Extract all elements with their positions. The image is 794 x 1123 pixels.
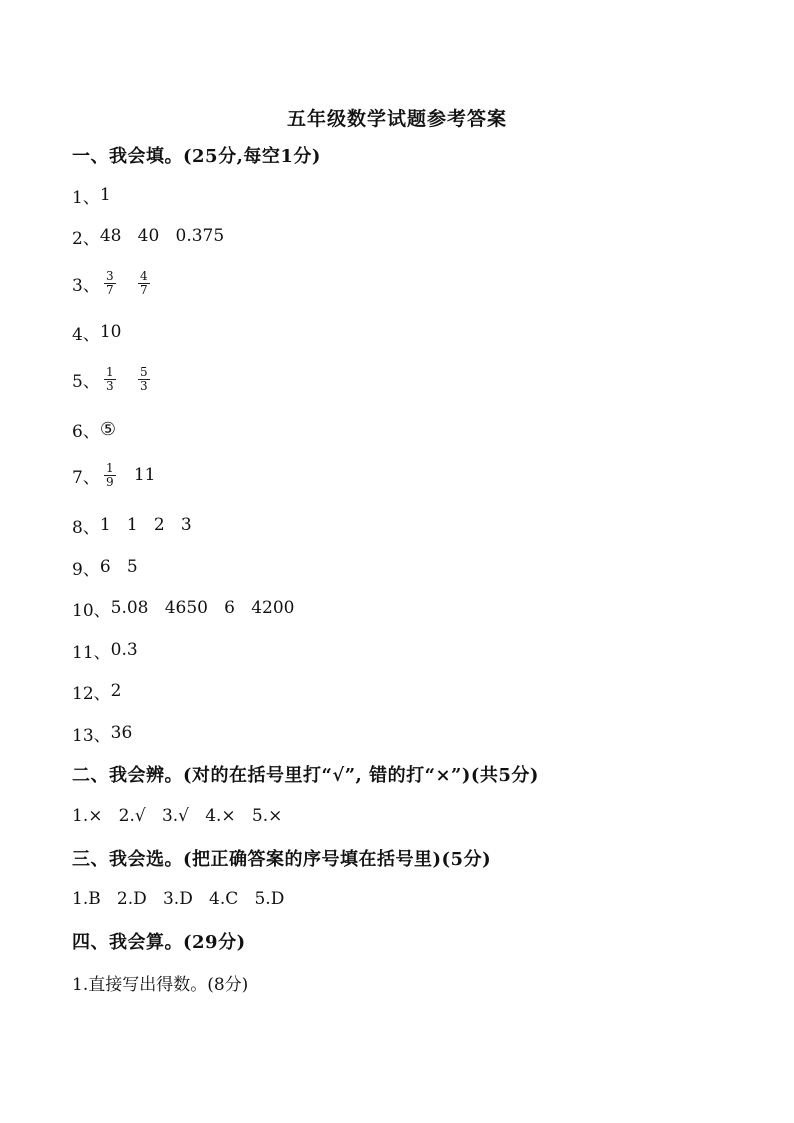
answer-text: 2 <box>110 681 122 701</box>
answer-text: 11 <box>133 465 156 485</box>
item-number: 1、 <box>72 187 100 208</box>
item-number: 6、 <box>72 421 100 442</box>
answer-line-11 <box>72 637 138 663</box>
numerator: 5 <box>140 364 148 379</box>
answer-line-2 <box>72 223 224 249</box>
answer-line-3 <box>72 266 158 300</box>
item-number: 10、 <box>72 600 111 621</box>
item-number: 3、 <box>72 275 100 296</box>
answer-line-9 <box>72 554 138 580</box>
answer-text: 1.B 2.D 3.D 4.C 5.D <box>72 889 285 909</box>
fraction-three-sevenths <box>104 270 116 297</box>
answer-line-10 <box>72 595 294 621</box>
answer-line-8 <box>72 512 192 538</box>
answer-text: 1.直接写出得数。(8分) <box>72 974 249 995</box>
section-4-subheading <box>72 969 248 995</box>
fraction-five-thirds <box>138 366 150 393</box>
answer-line-4 <box>72 319 121 345</box>
answer-text: 6 5 <box>99 557 138 577</box>
answer-text: 1.× 2.√ 3.√ 4.× 5.× <box>72 806 283 826</box>
item-number: 2、 <box>72 228 100 249</box>
section-3-heading: 三、我会选。(把正确答案的序号填在括号里)(5分) <box>72 849 492 870</box>
item-number: 11、 <box>72 642 111 663</box>
denominator: 3 <box>140 378 148 393</box>
item-number: 4、 <box>72 324 100 345</box>
answer-line-6 <box>72 416 116 442</box>
item-number: 5、 <box>72 371 100 392</box>
denominator: 9 <box>106 474 114 489</box>
numerator: 4 <box>140 268 148 283</box>
item-number: 13、 <box>72 725 111 746</box>
answer-line-7 <box>72 458 155 492</box>
fraction-four-sevenths <box>138 270 150 297</box>
answer-line-5 <box>72 362 158 396</box>
numerator: 1 <box>106 460 114 475</box>
numerator: 3 <box>106 268 114 283</box>
item-number: 12、 <box>72 683 111 704</box>
section-3-answers <box>72 886 284 912</box>
fraction-one-third <box>104 366 116 393</box>
circled-five: ⑤ <box>99 418 116 440</box>
answer-line-13 <box>72 720 132 746</box>
section-2-heading: 二、我会辨。(对的在括号里打“√”, 错的打“×”)(共5分) <box>72 765 539 786</box>
denominator: 7 <box>140 282 148 297</box>
item-number: 7、 <box>72 467 100 488</box>
answer-text: 1 1 2 3 <box>99 515 192 535</box>
denominator: 7 <box>106 282 114 297</box>
section-1-heading: 一、我会填。(25分,每空1分) <box>72 146 321 167</box>
answer-text: 36 <box>110 723 133 743</box>
item-number: 9、 <box>72 559 100 580</box>
section-2-answers <box>72 803 282 829</box>
answer-text: 5.08 4650 6 4200 <box>110 598 295 618</box>
item-number: 8、 <box>72 517 100 538</box>
answer-text: 0.3 <box>110 640 138 660</box>
page-title: 五年级数学试题参考答案 <box>286 108 507 130</box>
denominator: 3 <box>106 378 114 393</box>
answer-text: 1 <box>99 185 111 205</box>
section-4-heading: 四、我会算。(29分) <box>72 932 246 953</box>
answer-text: 48 40 0.375 <box>99 226 225 246</box>
numerator: 1 <box>106 364 114 379</box>
fraction-one-ninth <box>104 462 116 489</box>
answer-line-1 <box>72 182 111 208</box>
answer-line-12 <box>72 678 121 704</box>
answer-text: 10 <box>99 322 122 342</box>
